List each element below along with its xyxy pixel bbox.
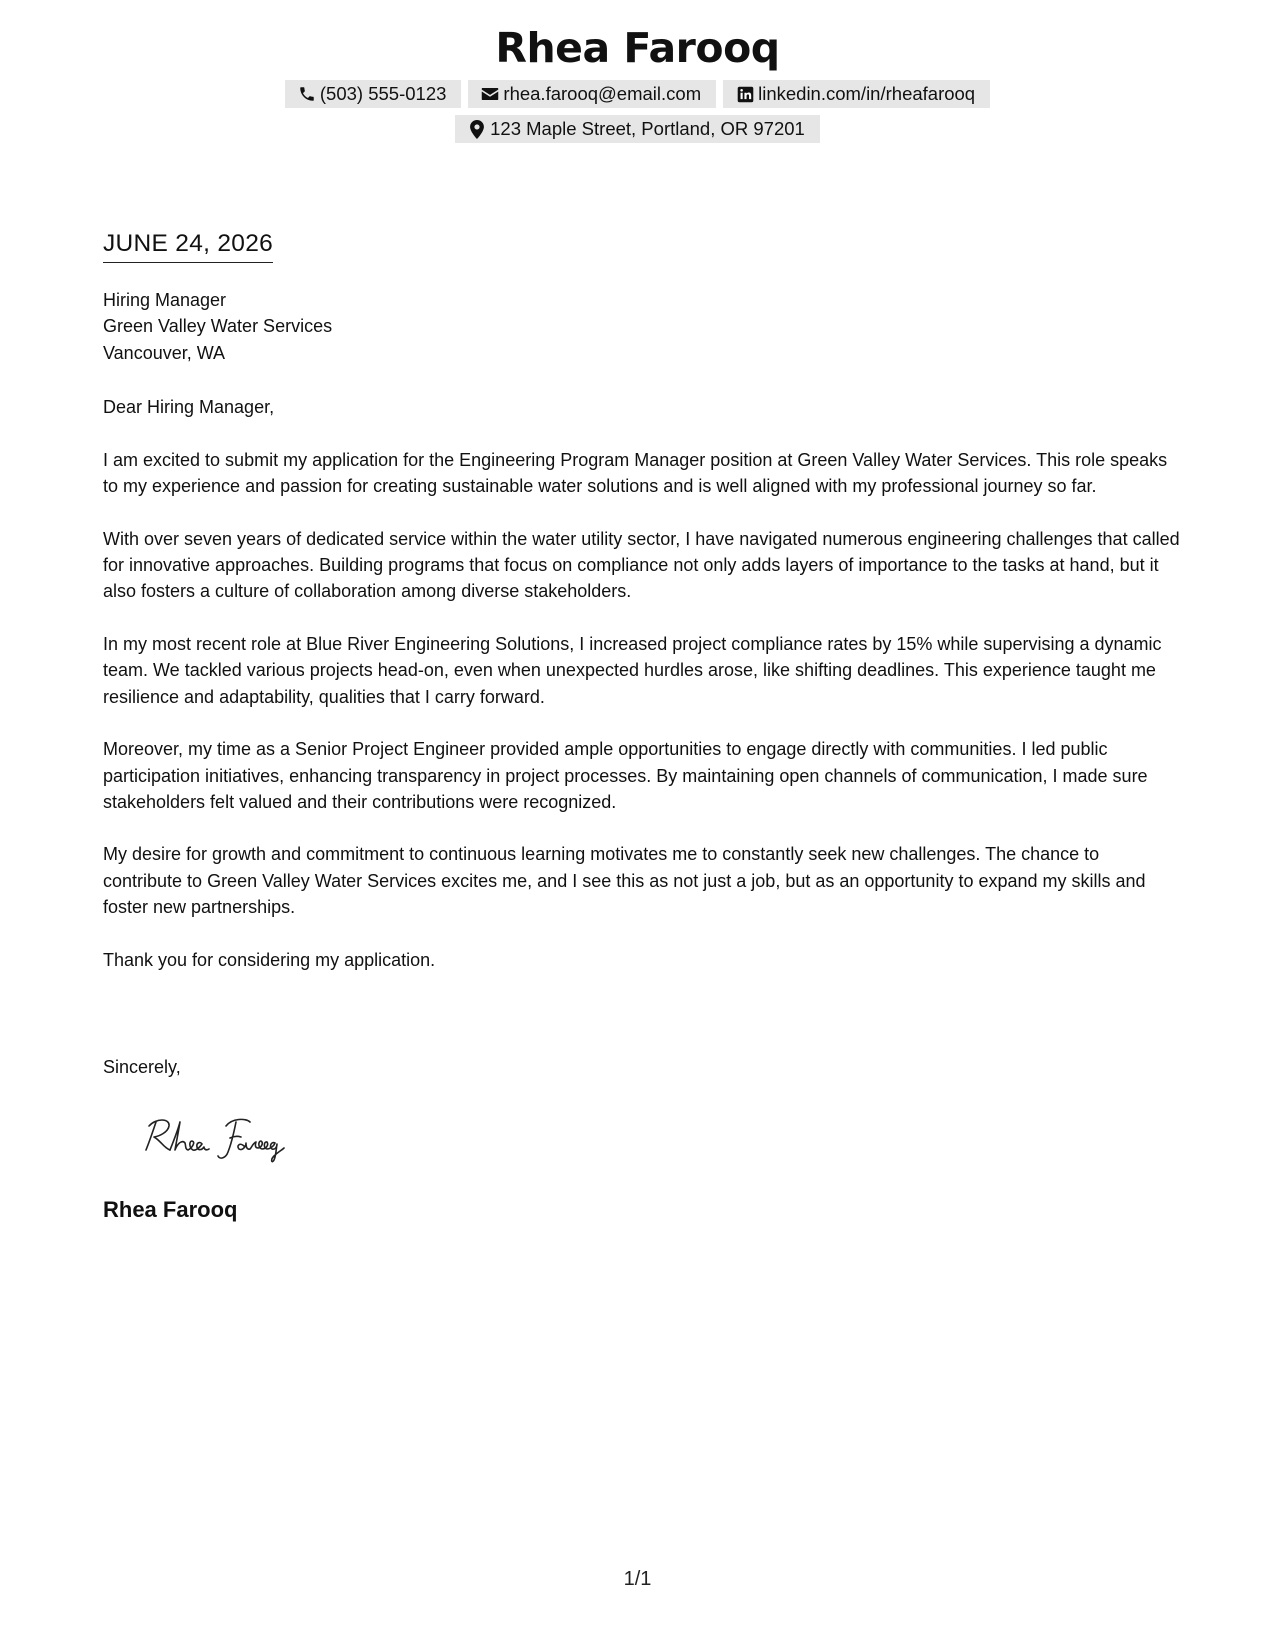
address-text: 123 Maple Street, Portland, OR 97201 xyxy=(490,118,805,139)
letter-body xyxy=(103,447,1183,999)
recipient-title: Hiring Manager xyxy=(103,290,227,310)
address-chip xyxy=(455,115,820,143)
envelope-icon xyxy=(480,84,500,104)
page-number: 1/1 xyxy=(623,1568,652,1590)
recipient-location: Vancouver, WA xyxy=(103,342,226,363)
linkedin-chip xyxy=(723,80,990,108)
handwritten-signature xyxy=(140,1110,340,1175)
phone-icon xyxy=(297,84,317,104)
recipient-block xyxy=(103,287,1183,366)
body-paragraph: In my most recent role at Blue River Engineering Solutions, I increased project compliance rates by 15% while supervising a dynamic team. We tackled various projects head-on, even when unexpected hurdles arose, like shifting deadlines. This experience taught me resilience and adaptability, qualities that I carry forward. xyxy=(103,634,1162,707)
body-paragraph: Moreover, my time as a Senior Project Engineer provided ample opportunities to engage directly with communities. I led public participation initiatives, enhancing transparency in project processes. By maintaining open channels of communication, I made sure stakeholders felt valued and their contributions were recognized. xyxy=(103,739,1148,812)
applicant-name-header: Rhea Farooq xyxy=(495,24,780,72)
body-paragraph: Thank you for considering my application. xyxy=(103,949,436,970)
body-paragraph: My desire for growth and commitment to continuous learning motivates me to constantly seek new challenges. The chance to contribute to Green Valley Water Services excites me, and I see this as not just a job, but as an opportunity to expand my skills and foster new partnerships. xyxy=(103,844,1146,918)
salutation: Dear Hiring Manager, xyxy=(103,397,275,417)
recipient-company: Green Valley Water Services xyxy=(103,316,333,337)
linkedin-icon xyxy=(735,84,755,104)
letter-date: JUNE 24, 2026 xyxy=(103,228,273,263)
contact-row-secondary xyxy=(0,115,1275,143)
signer-name: Rhea Farooq xyxy=(103,1197,238,1222)
body-paragraph: With over seven years of dedicated service within the water utility sector, I have navigated numerous engineering challenges that called for innovative approaches. Building programs that focus on compliance not only adds layers of importance to the tasks at hand, but it also fosters a culture of collaboration among diverse stakeholders. xyxy=(103,528,1180,602)
body-paragraph: I am excited to submit my application for the Engineering Program Manager position at Green Valley Water Services. This role speaks to my experience and passion for creating sustainable water solutions and is well aligned with my professional journey so far. xyxy=(103,450,1168,497)
phone-text[interactable]: (503) 555-0123 xyxy=(319,83,447,104)
email-chip xyxy=(468,80,716,108)
contact-row-primary xyxy=(0,80,1275,108)
linkedin-text[interactable]: linkedin.com/in/rheafarooq xyxy=(758,83,976,104)
phone-chip xyxy=(285,80,462,108)
email-text[interactable]: rhea.farooq@email.com xyxy=(503,83,702,104)
map-pin-icon xyxy=(467,119,487,139)
closing-line: Sincerely, xyxy=(103,1057,181,1077)
